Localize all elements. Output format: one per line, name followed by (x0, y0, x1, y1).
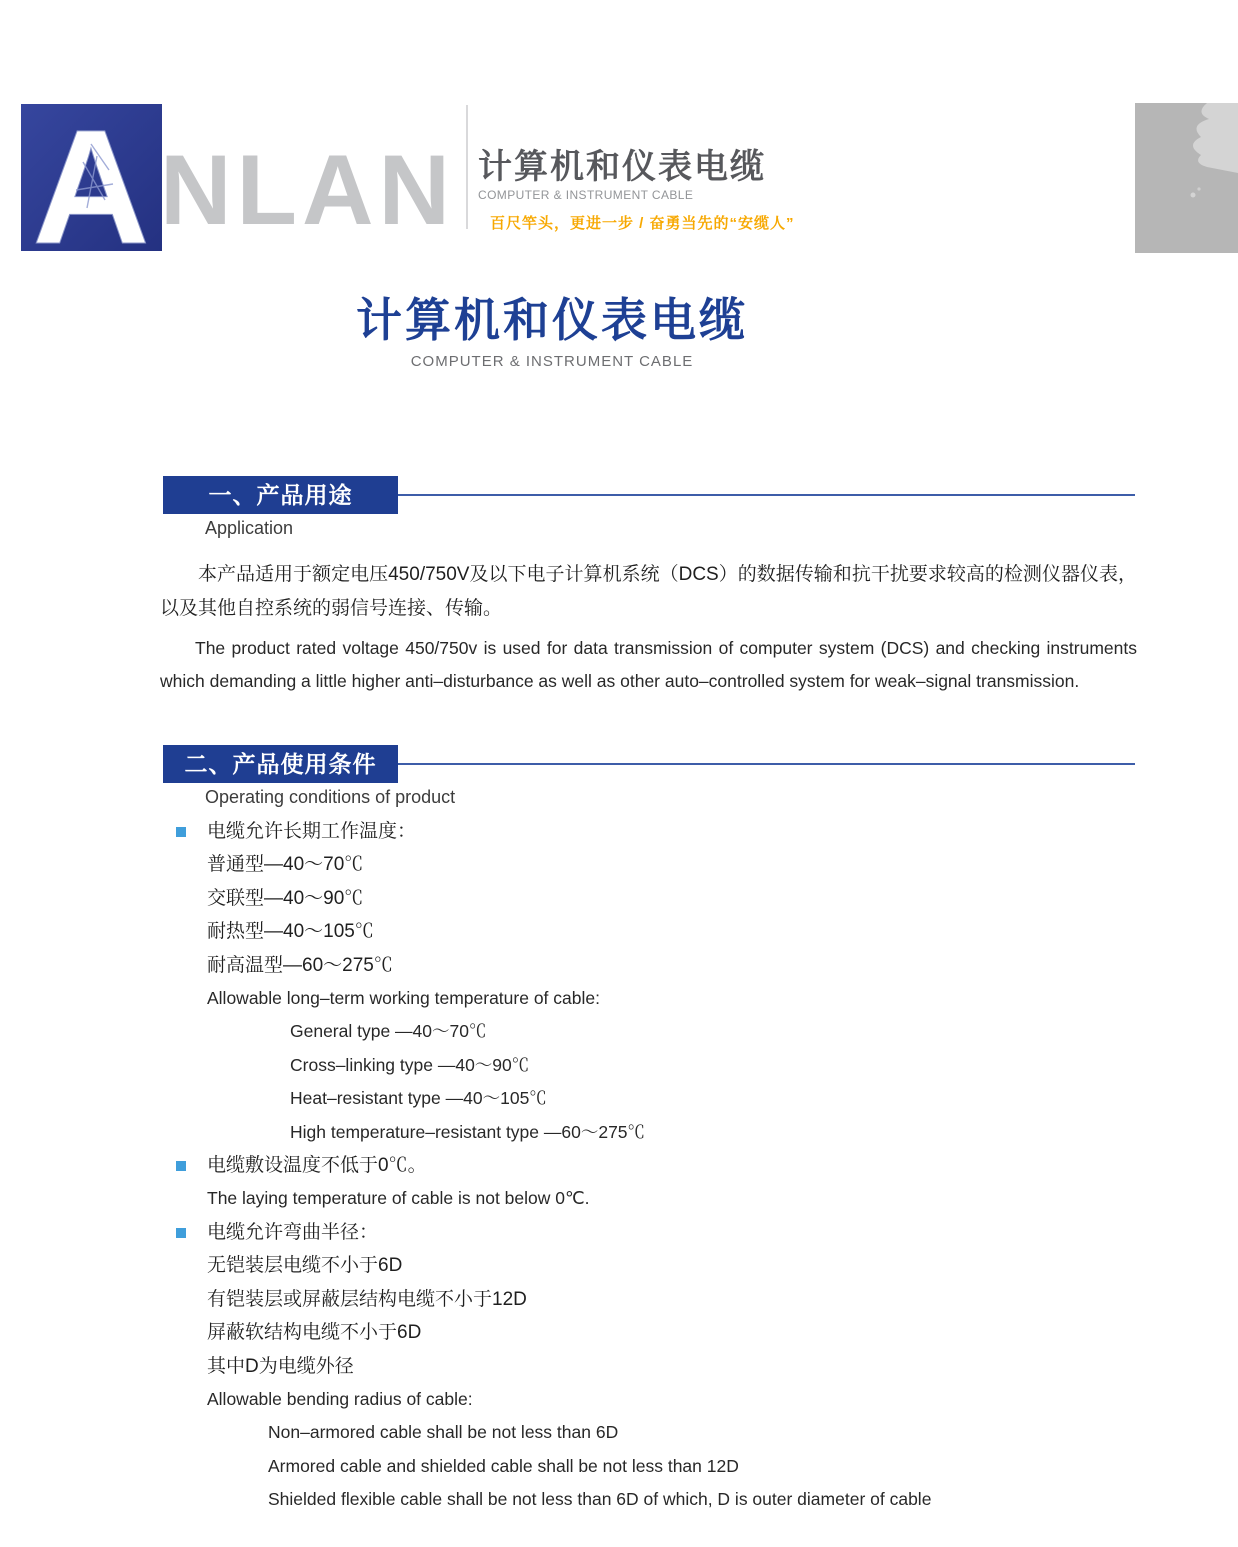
condition-text: 耐热型—40～105℃ (207, 921, 374, 943)
condition-line (160, 982, 1138, 1015)
condition-text: 电缆允许弯曲半径： (207, 1221, 379, 1243)
condition-text: 无铠装层电缆不小于6D (207, 1255, 403, 1277)
section1-title-tab: 一、产品用途 (163, 476, 398, 514)
condition-line (160, 915, 1138, 948)
header-product-title-en: COMPUTER & INSTRUMENT CABLE (478, 188, 694, 202)
condition-text: High temperature–resistant type —60～275℃ (290, 1121, 646, 1142)
header-slogan: 百尺竿头，更进一步 / 奋勇当先的“安缆人” (490, 215, 795, 232)
header-text-block (478, 147, 795, 233)
condition-line (160, 1216, 1138, 1249)
condition-line (160, 1116, 1138, 1149)
application-paragraph-cn: 本产品适用于额定电压450/750V及以下电子计算机系统（DCS）的数据传输和抗干扰要求较高的检测仪器仪表，以及其他自控系统的弱信号连接、传输。 (160, 564, 1137, 619)
logo-wordmark: NLAN (160, 134, 455, 245)
page-subtitle: COMPUTER & INSTRUMENT CABLE (410, 353, 694, 370)
condition-line (160, 882, 1138, 915)
document-title-block (0, 293, 1104, 370)
condition-line (160, 1182, 1138, 1215)
header-divider (466, 105, 468, 229)
condition-line (160, 949, 1138, 982)
section2-rule (398, 763, 1135, 765)
bullet-square-icon (176, 827, 186, 837)
condition-line (160, 1049, 1138, 1082)
condition-text: 屏蔽软结构电缆不小于6D (207, 1322, 422, 1344)
condition-line (160, 1383, 1138, 1416)
section1-subtitle: Application (205, 518, 294, 538)
condition-line (160, 1015, 1138, 1048)
condition-line (160, 1483, 1138, 1516)
condition-text: 交联型—40～90℃ (207, 887, 364, 909)
condition-line (160, 1316, 1138, 1349)
section2-subtitle: Operating conditions of product (205, 787, 456, 807)
condition-text: 电缆允许长期工作温度： (207, 821, 417, 842)
condition-text: 普通型—40～70℃ (207, 854, 364, 876)
condition-line (160, 815, 1138, 848)
condition-text: The laying temperature of cable is not below 0℃. (207, 1188, 590, 1209)
section2-title-tab: 二、产品使用条件 (163, 745, 398, 783)
condition-text: 其中D为电缆外径 (207, 1355, 354, 1377)
anlan-logo-icon (21, 104, 162, 251)
condition-text: Non–armored cable shall be not less than 6D (268, 1422, 619, 1443)
condition-text: Allowable bending radius of cable: (207, 1388, 473, 1409)
page-title: 计算机和仪表电缆 (356, 294, 748, 346)
condition-line (160, 1350, 1138, 1383)
condition-text: Heat–resistant type —40～105℃ (290, 1088, 547, 1109)
condition-line (160, 848, 1138, 881)
condition-text: 电缆敷设温度不低于0℃。 (207, 1155, 427, 1177)
header-product-title-cn: 计算机和仪表电缆 (478, 148, 766, 186)
corner-photo (1135, 103, 1238, 253)
bullet-square-icon (176, 1228, 186, 1238)
condition-text: Cross–linking type —40～90℃ (290, 1054, 530, 1075)
section2-header (163, 745, 1135, 783)
operating-conditions-list (160, 815, 1138, 1517)
bullet-square-icon (176, 1161, 186, 1171)
condition-text: Armored cable and shielded cable shall be not less than 12D (268, 1455, 739, 1476)
condition-text: 有铠装层或屏蔽层结构电缆不小于12D (207, 1288, 527, 1310)
condition-text: Allowable long–term working temperature of cable: (207, 988, 600, 1009)
logo-letter-a: A (32, 104, 150, 251)
condition-text: Shielded flexible cable shall be not less than 6D of which, D is outer diameter of cable (268, 1489, 932, 1510)
condition-text: General type —40～70℃ (290, 1021, 487, 1042)
condition-line (160, 1082, 1138, 1115)
condition-line (160, 1149, 1138, 1182)
condition-line (160, 1249, 1138, 1282)
section1-header (163, 476, 1135, 514)
application-paragraph-en: The product rated voltage 450/750v is used for data transmission of computer system (DCS) and checking instruments which demanding a little higher anti–disturbance as well as other auto–controlled system for weak–signal transmission. (160, 638, 1137, 691)
condition-line (160, 1283, 1138, 1316)
condition-line (160, 1450, 1138, 1483)
condition-text: 耐高温型—60～275℃ (207, 954, 393, 976)
section1-rule (398, 494, 1135, 496)
condition-line (160, 1416, 1138, 1449)
